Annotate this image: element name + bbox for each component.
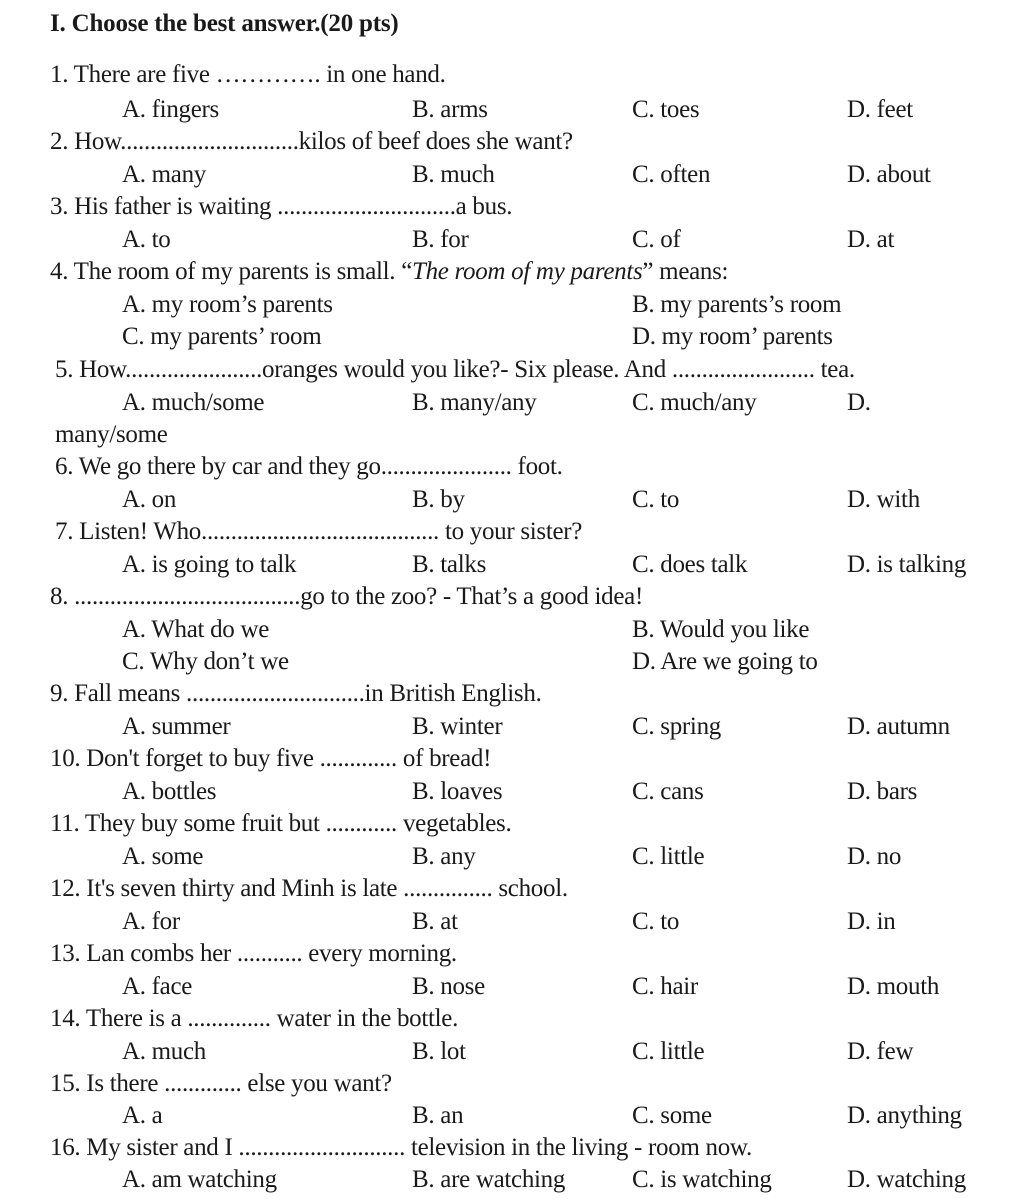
question-8-option-c: C. Why don’t we — [122, 648, 289, 675]
question-16-option-c: C. is watching — [632, 1166, 772, 1193]
question-14-option-d: D. few — [847, 1038, 914, 1065]
question-13-option-c: C. hair — [632, 973, 698, 1000]
question-9-option-b: B. winter — [412, 713, 503, 740]
question-5-option-a: A. much/some — [122, 389, 265, 416]
question-7-stem: 7. Listen! Who........................................ to your sister? — [55, 518, 583, 545]
question-11-option-d: D. no — [847, 843, 902, 870]
question-2-option-c: C. often — [632, 161, 711, 188]
question-15-option-c: C. some — [632, 1102, 712, 1129]
question-15-stem: 15. Is there ............. else you want? — [50, 1070, 392, 1097]
question-5-option-d: D. — [847, 389, 871, 416]
question-13-stem: 13. Lan combs her ........... every morning. — [50, 940, 457, 967]
question-9-option-a: A. summer — [122, 713, 231, 740]
question-1-option-d: D. feet — [847, 96, 913, 123]
section-heading: I. Choose the best answer.(20 pts) — [50, 10, 399, 37]
question-15-option-b: B. an — [412, 1102, 464, 1129]
question-1-stem: 1. There are five …………. in one hand. — [50, 61, 446, 88]
question-2-option-b: B. much — [412, 161, 495, 188]
question-11-option-c: C. little — [632, 843, 705, 870]
question-7-option-b: B. talks — [412, 551, 486, 578]
question-4-option-c: C. my parents’ room — [122, 323, 322, 350]
question-7-option-a: A. is going to talk — [122, 551, 297, 578]
question-13-option-a: A. face — [122, 973, 193, 1000]
question-6-option-b: B. by — [412, 486, 465, 513]
question-8-option-b: B. Would you like — [632, 616, 810, 643]
question-8-option-a: A. What do we — [122, 616, 269, 643]
question-7-option-c: C. does talk — [632, 551, 748, 578]
question-6-option-a: A. on — [122, 486, 177, 513]
question-7-option-d: D. is talking — [847, 551, 967, 578]
question-16-option-d: D. watching — [847, 1166, 966, 1193]
question-2-stem: 2. How..............................kilos of beef does she want? — [50, 128, 573, 155]
question-11-stem: 11. They buy some fruit but ............ vegetables. — [50, 810, 512, 837]
question-4-option-a: A. my room’s parents — [122, 291, 333, 318]
question-15-option-a: A. a — [122, 1102, 163, 1129]
question-9-option-c: C. spring — [632, 713, 721, 740]
question-9-stem: 9. Fall means ..............................in British English. — [50, 680, 542, 707]
question-3-stem: 3. His father is waiting ..............................a bus. — [50, 193, 513, 220]
question-6-stem: 6. We go there by car and they go...................... foot. — [55, 453, 563, 480]
question-4-option-b: B. my parents’s room — [632, 291, 842, 318]
question-11-option-a: A. some — [122, 843, 204, 870]
question-6-option-c: C. to — [632, 486, 680, 513]
question-5-option-c: C. much/any — [632, 389, 757, 416]
question-10-option-b: B. loaves — [412, 778, 503, 805]
question-3-option-c: C. of — [632, 226, 681, 253]
question-4-stem-suffix: ” means: — [642, 258, 729, 285]
question-16-stem: 16. My sister and I ............................ television in the living - room now. — [50, 1134, 752, 1161]
question-5-stem: 5. How.......................oranges would you like?- Six please. And ........................ tea. — [55, 356, 855, 383]
question-4-option-d: D. my room’ parents — [632, 323, 833, 350]
question-14-option-b: B. lot — [412, 1038, 466, 1065]
question-13-option-d: D. mouth — [847, 973, 940, 1000]
question-4-stem-italic: The room of my parents — [411, 258, 643, 285]
question-10-option-c: C. cans — [632, 778, 704, 805]
question-14-option-c: C. little — [632, 1038, 705, 1065]
question-5-option-b: B. many/any — [412, 389, 537, 416]
question-6-option-d: D. with — [847, 486, 920, 513]
question-14-option-a: A. much — [122, 1038, 206, 1065]
question-16-option-a: A. am watching — [122, 1166, 277, 1193]
question-3-option-a: A. to — [122, 226, 171, 253]
question-12-option-b: B. at — [412, 908, 458, 935]
question-5-option-d-text: many/some — [55, 421, 168, 448]
question-10-option-d: D. bars — [847, 778, 918, 805]
question-8-option-d: D. Are we going to — [632, 648, 818, 675]
question-15-option-d: D. anything — [847, 1102, 962, 1129]
question-13-option-b: B. nose — [412, 973, 485, 1000]
question-12-option-d: D. in — [847, 908, 896, 935]
question-8-stem: 8. ......................................go to the zoo? - That’s a good idea! — [50, 583, 644, 610]
question-16-option-b: B. are watching — [412, 1166, 566, 1193]
question-2-option-a: A. many — [122, 161, 206, 188]
question-3-option-d: D. at — [847, 226, 895, 253]
question-12-stem: 12. It's seven thirty and Minh is late ............... school. — [50, 875, 568, 902]
question-1-option-c: C. toes — [632, 96, 700, 123]
question-4-stem — [50, 257, 728, 287]
question-4-stem-prefix: 4. The room of my parents is small. “ — [50, 258, 412, 285]
question-10-option-a: A. bottles — [122, 778, 217, 805]
question-1-option-b: B. arms — [412, 96, 488, 123]
question-12-option-a: A. for — [122, 908, 180, 935]
question-11-option-b: B. any — [412, 843, 476, 870]
question-12-option-c: C. to — [632, 908, 680, 935]
question-2-option-d: D. about — [847, 161, 931, 188]
question-9-option-d: D. autumn — [847, 713, 950, 740]
question-14-stem: 14. There is a .............. water in the bottle. — [50, 1005, 459, 1032]
question-3-option-b: B. for — [412, 226, 469, 253]
question-10-stem: 10. Don't forget to buy five ............. of bread! — [50, 745, 492, 772]
question-1-option-a: A. fingers — [122, 96, 219, 123]
